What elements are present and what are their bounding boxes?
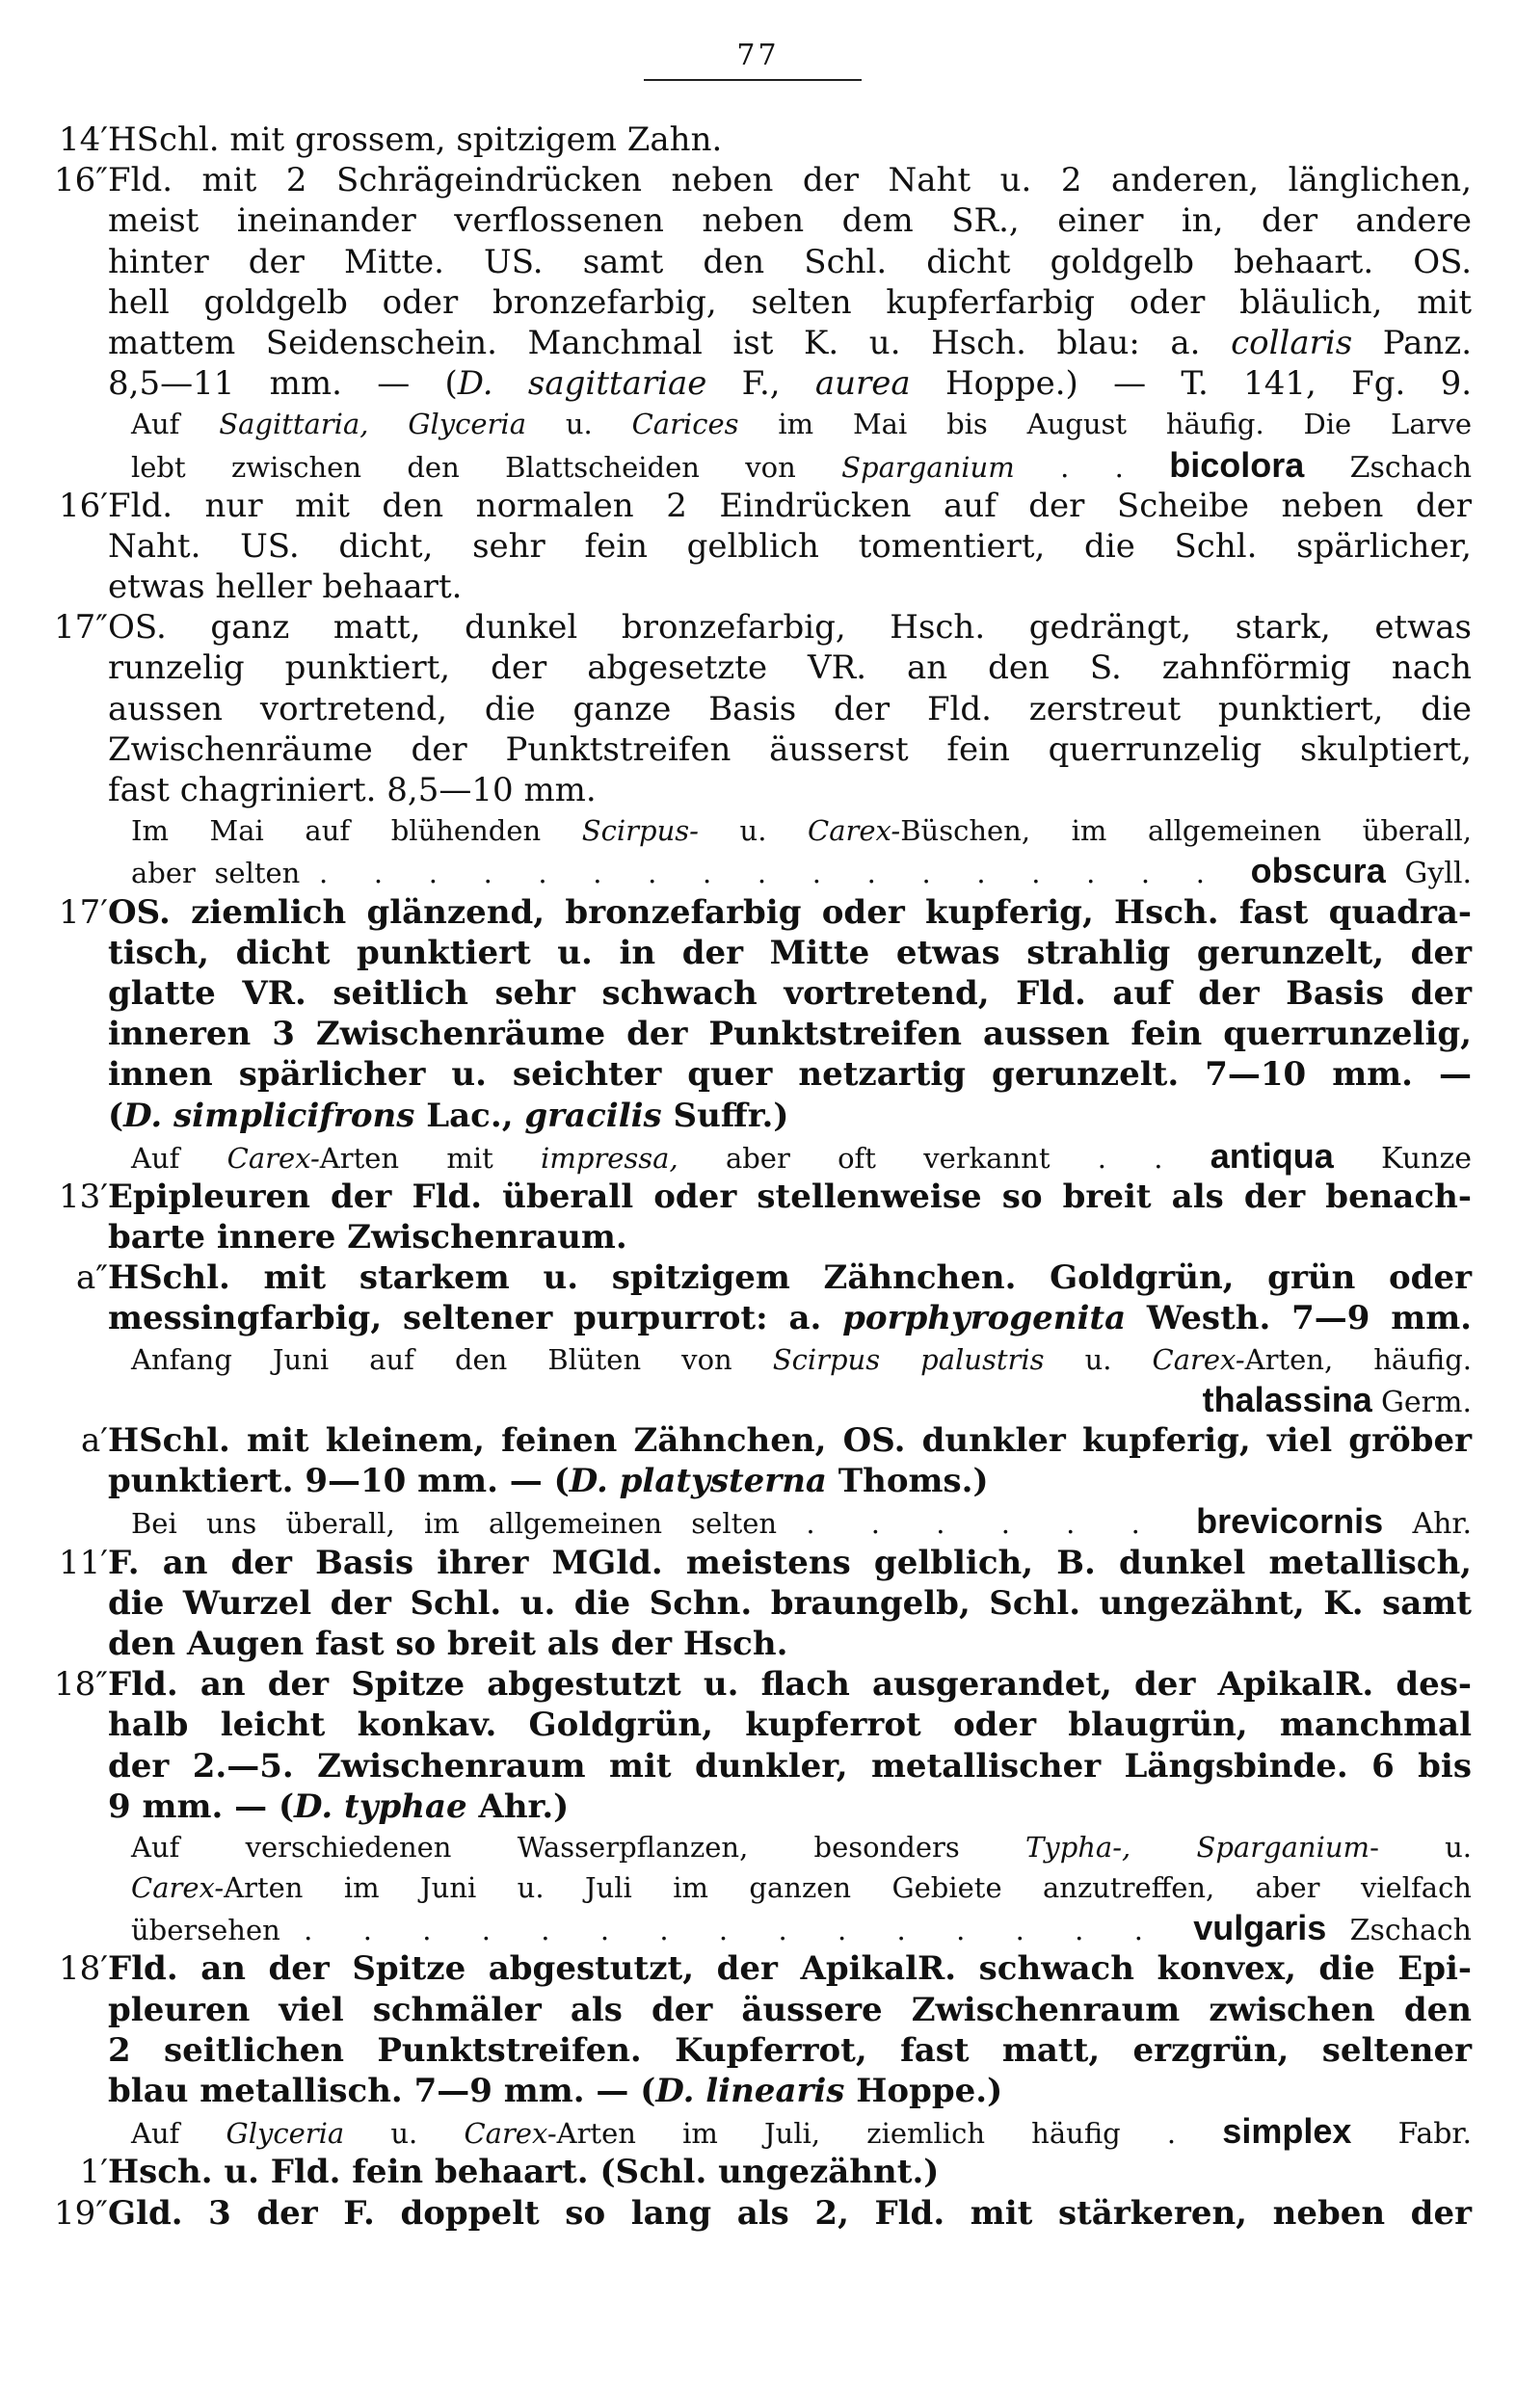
key-number: 17″ (54, 608, 108, 648)
document-body (0, 119, 1516, 2234)
line-text: etwas heller behaart. (108, 568, 463, 607)
text-line (0, 1746, 1516, 1786)
text-line (0, 404, 1516, 444)
line-text: inneren 3 Zwischenräume der Punktstreifen aussen fein querrunzelig, (108, 1015, 1472, 1054)
key-number: 16′ (59, 486, 108, 525)
text-line (0, 526, 1516, 567)
text-line (0, 1908, 1516, 1948)
text-line (0, 1543, 1516, 1583)
key-number: 19″ (54, 2193, 108, 2233)
line-text: hell goldgelb oder bronzefarbig, selten kupferfarbig oder bläulich, mit (108, 282, 1472, 322)
line-text: halb leicht konkav. Goldgrün, kupferrot oder blaugrün, manchmal (108, 1706, 1472, 1745)
text-line (0, 1786, 1516, 1827)
line-text: F. an der Basis ihrer MGld. meistens gelblich, B. dunkel metallisch, (108, 1543, 1472, 1582)
text-line (0, 851, 1516, 891)
text-line (0, 1177, 1516, 1217)
text-line (0, 1014, 1516, 1054)
text-line (0, 567, 1516, 607)
line-text: meist ineinander verflossenen neben dem SR., einer in, der andere (108, 201, 1472, 241)
key-number: 18′ (59, 1949, 108, 1989)
text-line (0, 486, 1516, 526)
text-line (0, 1420, 1516, 1461)
line-text: OS. ganz matt, dunkel bronzefarbig, Hsch. gedrängt, stark, etwas (108, 608, 1472, 648)
line-text: Auf Sagittaria, Glyceria u. Carices im Mai bis August häufig. Die Larve (131, 408, 1473, 441)
text-line (0, 892, 1516, 933)
line-text: glatte VR. seitlich sehr schwach vortretend, Fld. auf der Basis der (108, 973, 1472, 1013)
text-line (0, 160, 1516, 200)
line-text: messingfarbig, seltener purpurrot: a. porphyrogenita Westh. 7—9 mm. (108, 1299, 1473, 1338)
text-line (0, 1257, 1516, 1298)
text-line (0, 200, 1516, 241)
line-text: der 2.—5. Zwischenraum mit dunkler, metallischer Längsbinde. 6 bis (108, 1746, 1472, 1786)
text-line (0, 810, 1516, 851)
key-number: 13′ (59, 1177, 108, 1216)
line-text: Bei uns überall, im allgemeinen selten . . . . . . brevicornis Ahr. (131, 1501, 1473, 1542)
line-text: runzelig punktiert, der abgesetzte VR. an den S. zahnförmig nach (108, 648, 1472, 688)
text-line (0, 2152, 1516, 2192)
text-line (0, 363, 1516, 404)
line-text: Fld. mit 2 Schrägeindrücken neben der Naht u. 2 anderen, länglichen, (108, 161, 1472, 200)
line-text: Naht. US. dicht, sehr fein gelblich tomentiert, die Schl. spärlicher, (108, 526, 1472, 566)
text-line (0, 1339, 1516, 1380)
page-number: 77 (736, 39, 780, 72)
key-number: a′ (81, 1421, 108, 1460)
line-text: punktiert. 9—10 mm. — (D. platysterna Thoms.) (108, 1462, 989, 1501)
text-line (0, 445, 1516, 486)
text-line (0, 1827, 1516, 1867)
text-line (0, 1705, 1516, 1745)
text-line (0, 1096, 1516, 1136)
header-rule (644, 79, 862, 81)
text-line (0, 1624, 1516, 1664)
line-text: den Augen fast so breit als der Hsch. (108, 1624, 788, 1663)
line-text: Gld. 3 der F. doppelt so lang als 2, Fld. mit stärkeren, neben der (108, 2193, 1472, 2233)
text-line (0, 1990, 1516, 2030)
line-text: HSchl. mit starkem u. spitzigem Zähnchen. Goldgrün, grün oder (108, 1258, 1472, 1298)
text-line (0, 2111, 1516, 2152)
text-line (0, 1380, 1516, 1420)
text-line (0, 282, 1516, 323)
text-line (0, 1298, 1516, 1338)
line-text: Hsch. u. Fld. fein behaart. (Schl. ungezähnt.) (108, 2153, 940, 2192)
line-text: Auf verschiedenen Wasserpflanzen, besonders Typha-, Sparganium- u. (131, 1830, 1472, 1864)
line-text: 9 mm. — (D. typhae Ahr.) (108, 1786, 570, 1826)
line-text: hinter der Mitte. US. samt den Schl. dicht goldgelb behaart. OS. (108, 242, 1472, 281)
line-text: innen spärlicher u. seichter quer netzartig gerunzelt. 7—10 mm. — (108, 1055, 1472, 1095)
line-text: Auf Glyceria u. Carex-Arten im Juli, ziemlich häufig . simplex Fabr. (131, 2111, 1473, 2152)
line-text: blau metallisch. 7—9 mm. — (D. linearis Hoppe.) (108, 2072, 1003, 2110)
text-line (0, 242, 1516, 282)
text-line (0, 1501, 1516, 1542)
text-line (0, 1583, 1516, 1624)
text-line (0, 1664, 1516, 1705)
line-text: lebt zwischen den Blattscheiden von Sparganium . . bicolora Zschach (131, 444, 1473, 485)
line-text: aussen vortretend, die ganze Basis der Fld. zerstreut punktiert, die (108, 689, 1472, 728)
text-line (0, 607, 1516, 648)
line-text: Im Mai auf blühenden Scirpus- u. Carex-Büschen, im allgemeinen überall, (131, 814, 1472, 848)
line-text: die Wurzel der Schl. u. die Schn. braungelb, Schl. ungezähnt, K. samt (108, 1583, 1472, 1623)
line-text: Auf Carex-Arten mit impressa, aber oft verkannt . . antiqua Kunze (131, 1135, 1473, 1176)
key-number: 18″ (54, 1665, 108, 1705)
key-number: 1′ (79, 2153, 108, 2192)
text-line (0, 933, 1516, 973)
text-line (0, 729, 1516, 770)
key-number: 11′ (59, 1543, 108, 1582)
text-line (0, 1948, 1516, 1989)
text-line (0, 2030, 1516, 2071)
line-text: 8,5—11 mm. — (D. sagittariae F., aurea Hoppe.) — T. 141, Fg. 9. (108, 364, 1473, 404)
text-line (0, 2193, 1516, 2234)
line-text: Zwischenräume der Punktstreifen äusserst fein querrunzelig skulptiert, (108, 729, 1472, 769)
text-line (0, 1461, 1516, 1501)
line-text: fast chagriniert. 8,5—10 mm. (108, 771, 597, 809)
line-text: mattem Seidenschein. Manchmal ist K. u. Hsch. blau: a. collaris Panz. (108, 323, 1473, 362)
text-line (0, 1054, 1516, 1095)
line-text: thalassina Germ. (1202, 1379, 1472, 1419)
key-number: 16″ (54, 161, 108, 200)
line-text: OS. ziemlich glänzend, bronzefarbig oder kupferig, Hsch. fast quadra- (108, 892, 1472, 932)
text-line (0, 973, 1516, 1014)
line-text: Epipleuren der Fld. überall oder stellenweise so breit als der benach- (108, 1177, 1472, 1216)
text-line (0, 1217, 1516, 1257)
text-line (0, 2071, 1516, 2111)
text-line (0, 689, 1516, 729)
line-text: Fld. nur mit den normalen 2 Eindrücken auf der Scheibe neben der (108, 486, 1472, 525)
line-text: tisch, dicht punktiert u. in der Mitte etwas strahlig gerunzelt, der (108, 933, 1472, 972)
text-line (0, 119, 1516, 160)
line-text: Anfang Juni auf den Blüten von Scirpus palustris u. Carex-Arten, häufig. (131, 1342, 1472, 1376)
line-text: Fld. an der Spitze abgestutzt u. flach ausgerandet, der ApikalR. des- (108, 1665, 1472, 1705)
key-number: 14′ (59, 120, 108, 159)
line-text: übersehen . . . . . . . . . . . . . . . vulgaris Zschach (131, 1908, 1472, 1948)
text-line (0, 1136, 1516, 1177)
line-text: 2 seitlichen Punktstreifen. Kupferrot, fast matt, erzgrün, seltener (108, 2030, 1472, 2070)
line-text: HSchl. mit kleinem, feinen Zähnchen, OS. dunkler kupferig, viel gröber (108, 1421, 1472, 1460)
text-line (0, 770, 1516, 810)
line-text: aber selten . . . . . . . . . . . . . . . . . obscura Gyll. (131, 851, 1473, 891)
text-line (0, 323, 1516, 363)
key-number: 17′ (59, 892, 108, 932)
text-line (0, 1867, 1516, 1908)
line-text: HSchl. mit grossem, spitzigem Zahn. (108, 120, 723, 159)
line-text: barte innere Zwischenraum. (108, 1218, 627, 1257)
text-line (0, 648, 1516, 688)
line-text: (D. simplicifrons Lac., gracilis Suffr.) (108, 1096, 789, 1135)
line-text: Fld. an der Spitze abgestutzt, der ApikalR. schwach konvex, die Epi- (108, 1949, 1472, 1989)
line-text: pleuren viel schmäler als der äussere Zwischenraum zwischen den (108, 1990, 1472, 2029)
line-text: Carex-Arten im Juni u. Juli im ganzen Gebiete anzutreffen, aber vielfach (131, 1871, 1472, 1905)
key-number: a″ (76, 1258, 108, 1298)
